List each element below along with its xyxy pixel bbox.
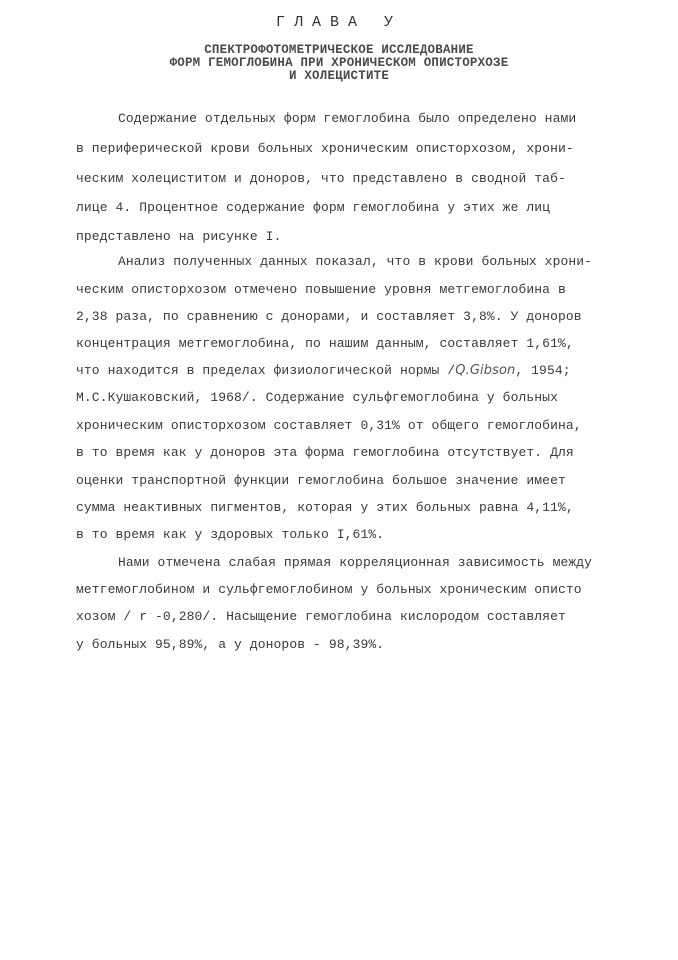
text-line: в то время как у здоровых только I,61%. (76, 527, 385, 542)
text-line: хроническим описторхозом составляет 0,31% от общего гемоглобина, (76, 418, 582, 433)
text-line: Нами отмечена слабая прямая корреляционная зависимость между (118, 555, 593, 570)
text-line: М.С.Кушаковский, 1968/. Содержание сульфгемоглобина у больных (76, 390, 558, 405)
text-line: в то время как у доноров эта форма гемоглобина отсутствует. Для (76, 445, 574, 460)
text-line: метгемоглобином и сульфгемоглобином у больных хроническим описто (76, 582, 582, 597)
chapter-heading: ГЛАВА У (275, 14, 402, 31)
text-line: концентрация метгемоглобина, по нашим данным, составляет 1,61%, (76, 336, 574, 351)
chapter-title (100, 44, 578, 83)
text-line: сумма неактивных пигментов, которая у этих больных равна 4,11%, (76, 500, 574, 515)
text-line: хозом / r -0,280/. Насыщение гемоглобина кислородом составляет (76, 609, 566, 624)
text-line: лице 4. Процентное содержание форм гемоглобина у этих же лиц (76, 200, 551, 215)
title-line: И ХОЛЕЦИСТИТЕ (288, 69, 390, 83)
text-line: ческим холециститом и доноров, что представлено в сводной таб- (76, 171, 566, 186)
title-line: СПЕКТРОФОТОМЕТРИЧЕСКОЕ ИССЛЕДОВАНИЕ (204, 43, 474, 57)
title-line: ФОРМ ГЕМОГЛОБИНА ПРИ ХРОНИЧЕСКОМ ОПИСТОРХОЗЕ (169, 56, 509, 70)
text-line: ческим описторхозом отмечено повышение уровня метгемоглобина в (76, 282, 566, 297)
text-line: оценки транспортной функции гемоглобина большое значение имеет (76, 473, 566, 488)
handwritten-citation: Q.Gibson (455, 363, 516, 378)
text-line: 2,38 раза, по сравнению с донорами, и составляет 3,8%. У доноров (76, 309, 582, 324)
text-segment: что находится в пределах физиологической нормы / (76, 363, 456, 378)
text-line: представлено на рисунке I. (76, 229, 282, 244)
text-segment: , 1954; (515, 363, 571, 378)
text-line: у больных 95,89%, а у доноров - 98,39%. (76, 637, 385, 652)
text-line (76, 363, 571, 378)
text-line: Анализ полученных данных показал, что в крови больных хрони- (118, 254, 593, 269)
text-line: в периферической крови больных хроническим описторхозом, хрони- (76, 141, 574, 156)
text-line: Содержание отдельных форм гемоглобина было определено нами (118, 111, 577, 126)
